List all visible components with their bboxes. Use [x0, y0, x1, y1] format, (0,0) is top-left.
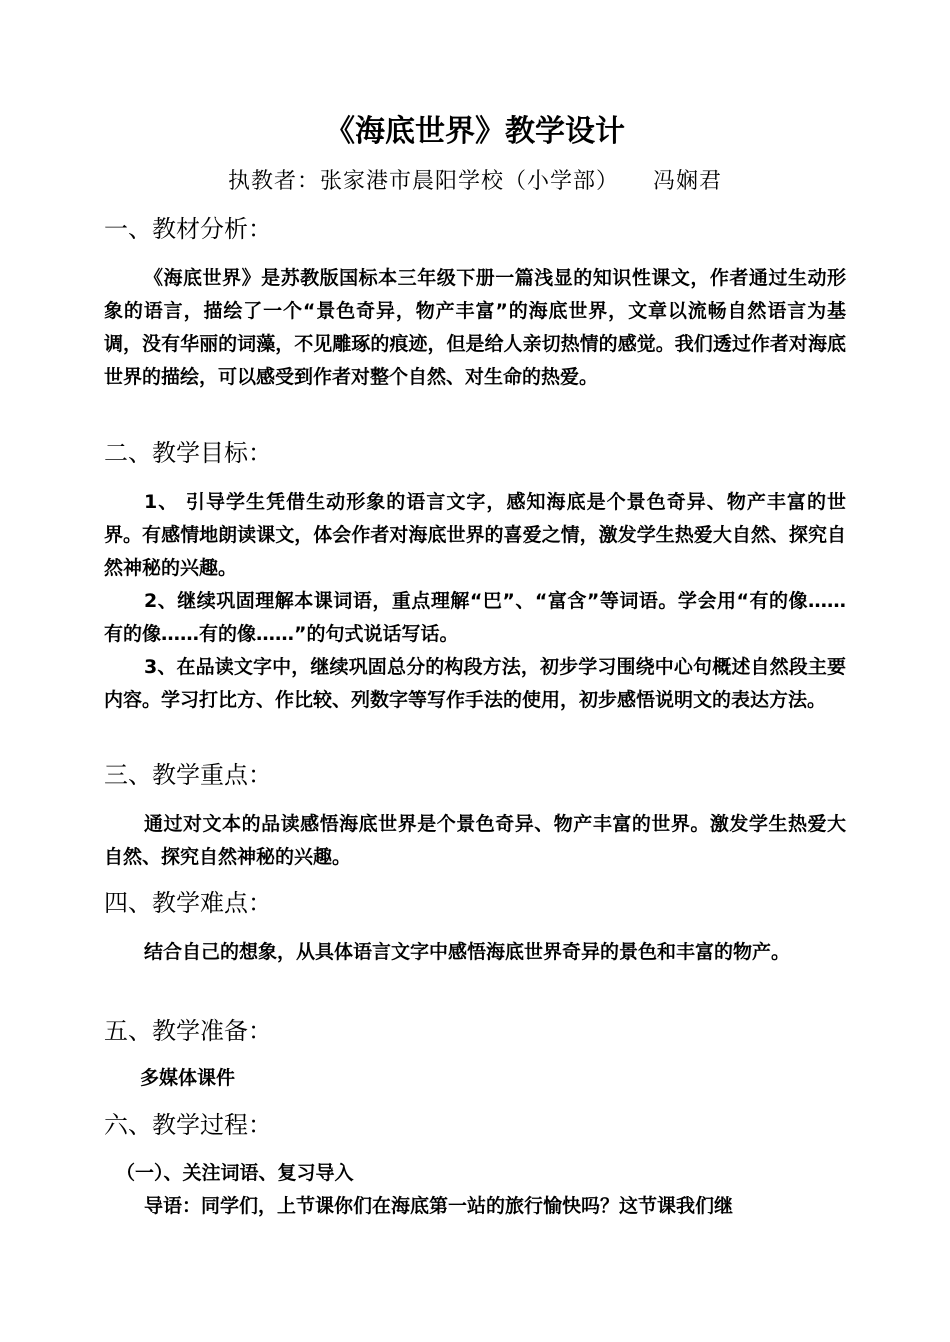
author-line: [0, 166, 950, 198]
section-heading-key-points: 三、教学重点：: [104, 761, 272, 789]
process-subheading-1: （一）、关注词语、复习导入: [116, 1162, 354, 1184]
section-heading-analysis: 一、教材分析：: [104, 215, 272, 243]
difficulties-paragraph: 结合自己的想象，从具体语言文字中感悟海底世界奇异的景色和丰富的物产。: [144, 941, 791, 963]
goal-item-1: 1、 引导学生凭借生动形象的语言文字，感知海底是个景色奇异、物产丰富的世界。有感情地朗读课文，体会作者对海底世界的喜爱之情，激发学生热爱大自然、探究自然神秘的兴趣。: [104, 491, 846, 579]
section-heading-difficulties: 四、教学难点：: [104, 889, 272, 917]
analysis-paragraph: 《海底世界》是苏教版国标本三年级下册一篇浅显的知识性课文，作者通过生动形象的语言，描绘了一个“景色奇异，物产丰富”的海底世界，文章以流畅自然语言为基调，没有华丽的词藻，不见雕琢的痕迹，但是给人亲切热情的感觉。我们透过作者对海底世界的描绘，可以感受到作者对整个自然、对生命的热爱。: [104, 267, 846, 388]
document-title: 《海底世界》教学设计: [325, 114, 625, 149]
preparation-paragraph: 多媒体课件: [140, 1067, 236, 1089]
goal-item-3: 3、在品读文字中，继续巩固总分的构段方法，初步学习围绕中心句概述自然段主要内容。学习打比方、作比较、列数字等写作手法的使用，初步感悟说明文的表达方法。: [104, 656, 846, 711]
key-points-paragraph: 通过对文本的品读感悟海底世界是个景色奇异、物产丰富的世界。激发学生热爱大自然、探究自然神秘的兴趣。: [104, 813, 846, 868]
section-heading-preparation: 五、教学准备：: [104, 1017, 272, 1045]
section-heading-goals: 二、教学目标：: [104, 439, 272, 467]
goal-item-2: 2、继续巩固理解本课词语，重点理解“巴”、“富含”等词语。学会用“有的像……有的像……有的像……”的句式说话写话。: [104, 590, 846, 645]
section-heading-process: 六、教学过程：: [104, 1111, 272, 1139]
author-label: 执教者：张家港市晨阳学校（小学部）: [227, 169, 619, 194]
author-name: 冯娴君: [653, 169, 723, 194]
process-intro-paragraph: 导语：同学们，上节课你们在海底第一站的旅行愉快吗？这节课我们继: [144, 1195, 734, 1217]
